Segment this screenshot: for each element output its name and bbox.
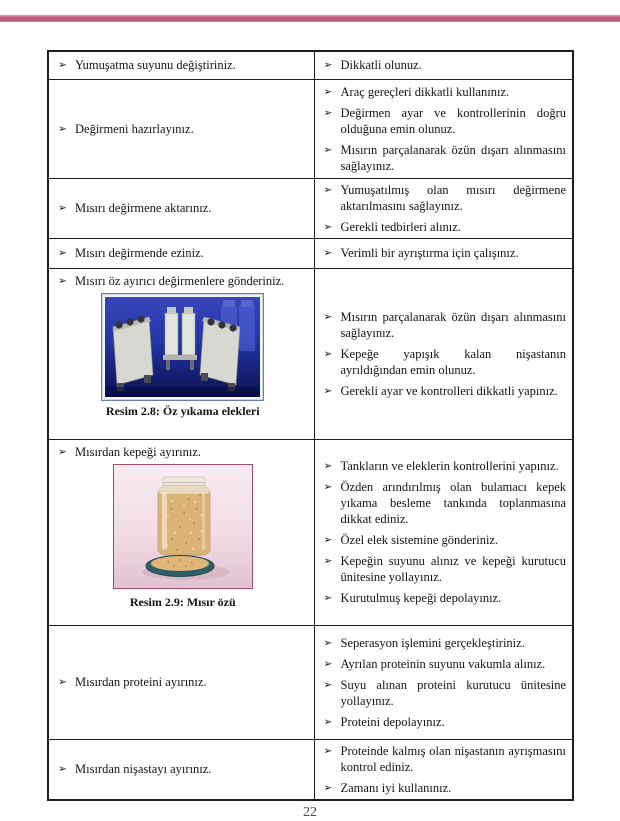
task-table-wrapper [47, 50, 574, 801]
item-text: Mısırı öz ayırıcı değirmenlere gönderiniz. [75, 273, 285, 288]
task-cell [48, 625, 314, 739]
checklist-item [58, 444, 308, 460]
arrow-bullet-icon: ➢ [323, 481, 333, 493]
arrow-bullet-icon: ➢ [58, 202, 67, 214]
arrow-bullet-icon: ➢ [323, 460, 333, 472]
checklist-item [324, 57, 567, 73]
item-text: Proteinde kalmış olan nişastanın ayrışmasını kontrol ediniz. [340, 743, 566, 774]
photo-frame [101, 293, 264, 401]
notes-cell [314, 238, 573, 268]
item-text: Gerekli tedbirleri alınız. [340, 219, 461, 234]
table-row [48, 268, 573, 439]
checklist-item [324, 677, 567, 709]
notes-cell [314, 268, 573, 439]
arrow-bullet-icon: ➢ [323, 636, 333, 649]
checklist-item [58, 273, 308, 289]
arrow-bullet-icon: ➢ [58, 676, 67, 688]
figure-germ-washing-screens [58, 293, 308, 419]
task-cell [48, 51, 314, 79]
dish-shape [146, 555, 214, 576]
right-machine-shape [200, 317, 240, 391]
table-row [48, 625, 573, 739]
arrow-bullet-icon: ➢ [58, 122, 67, 135]
checklist-item [324, 479, 567, 527]
arrow-bullet-icon: ➢ [323, 592, 333, 604]
checklist-item [324, 590, 567, 606]
checklist-item [324, 346, 567, 378]
checklist-item [58, 674, 308, 690]
corn-germ-jar-photo [114, 465, 252, 588]
task-cell [48, 178, 314, 238]
item-text: Mısırın parçalanarak özün dışarı alınmasını sağlayınız. [340, 142, 566, 173]
checklist-item [324, 532, 567, 548]
checklist-item [324, 182, 567, 214]
notes-cell [314, 178, 573, 238]
checklist-item [324, 780, 567, 796]
figure-caption: Resim 2.8: Öz yıkama elekleri [105, 403, 260, 418]
item-text: Mısırdan nişastayı ayırınız. [75, 762, 212, 776]
arrow-bullet-icon: ➢ [323, 744, 333, 757]
item-text: Kurutulmuş kepeği depolayınız. [340, 591, 502, 605]
task-cell [48, 268, 314, 439]
checklist-item [324, 142, 567, 174]
arrow-bullet-icon: ➢ [323, 106, 333, 119]
item-text: Zamanı iyi kullanınız. [340, 780, 452, 795]
item-text: Gerekli ayar ve kontrolleri dikkatli yapınız. [340, 383, 558, 398]
notes-cell [314, 439, 573, 625]
checklist-item [324, 458, 567, 474]
item-text: Dikkatli olunuz. [340, 58, 422, 73]
checklist-item [58, 200, 308, 216]
checklist-item [324, 553, 567, 585]
arrow-bullet-icon: ➢ [323, 781, 333, 794]
task-cell [48, 739, 314, 800]
task-cell [48, 439, 314, 625]
table-row [48, 79, 573, 178]
arrow-bullet-icon: ➢ [323, 220, 333, 233]
table-row [48, 238, 573, 268]
task-cell [48, 79, 314, 178]
jar-shape [158, 477, 210, 555]
arrow-bullet-icon: ➢ [323, 384, 333, 397]
arrow-bullet-icon: ➢ [323, 247, 333, 259]
checklist-item [324, 635, 567, 651]
checklist-item [324, 743, 567, 775]
item-text: Seperasyon işlemini gerçekleştiriniz. [340, 635, 525, 650]
notes-cell [314, 79, 573, 178]
task-cell [48, 238, 314, 268]
item-text: Suyu alınan proteini kurutucu ünitesine yollayınız. [340, 677, 566, 708]
checklist-item [324, 656, 567, 672]
item-text: Araç gereçleri dikkatli kullanınız. [340, 84, 510, 99]
item-text: Değirmen ayar ve kontrollerinin doğru olduğuna emin olunuz. [340, 105, 566, 136]
germ-washing-screens-photo [105, 297, 260, 397]
item-text: Değirmeni hazırlayınız. [75, 121, 194, 136]
task-table [47, 50, 574, 801]
item-text: Özel elek sistemine gönderiniz. [340, 533, 499, 547]
top-accent-bar [0, 15, 620, 22]
item-text: Yumuşatma suyunu değiştiriniz. [75, 58, 236, 73]
checklist-item [324, 714, 567, 730]
arrow-bullet-icon: ➢ [323, 347, 333, 360]
arrow-bullet-icon: ➢ [58, 59, 67, 72]
item-text: Tankların ve eleklerin kontrollerini yapınız. [340, 459, 559, 473]
left-machine-shape [113, 315, 153, 391]
arrow-bullet-icon: ➢ [323, 310, 333, 323]
notes-cell [314, 625, 573, 739]
item-text: Mısırdan kepeği ayırınız. [75, 444, 202, 459]
item-text: Kepeğin suyunu alınız ve kepeği kurutucu ünitesine yollayınız. [340, 554, 566, 584]
item-text: Yumuşatılmış olan mısırı değirmene aktarılmasını sağlayınız. [340, 182, 566, 213]
arrow-bullet-icon: ➢ [323, 143, 333, 156]
arrow-bullet-icon: ➢ [323, 715, 333, 728]
item-text: Mısırdan proteini ayırınız. [75, 675, 207, 689]
table-row [48, 439, 573, 625]
figure-corn-germ-jar [58, 464, 308, 610]
arrow-bullet-icon: ➢ [323, 85, 333, 98]
checklist-item [324, 84, 567, 100]
arrow-bullet-icon: ➢ [58, 247, 67, 259]
table-row [48, 51, 573, 79]
item-text: Mısırın parçalanarak özün dışarı alınmasını sağlayınız. [340, 309, 566, 340]
checklist-item [58, 245, 308, 261]
notes-cell [314, 51, 573, 79]
checklist-item [324, 219, 567, 235]
item-text: Proteini depolayınız. [340, 714, 445, 729]
arrow-bullet-icon: ➢ [58, 445, 67, 458]
item-text: Kepeğe yapışık kalan nişastanın ayrıldığından emin olunuz. [340, 346, 566, 377]
checklist-item [324, 383, 567, 399]
checklist-item [324, 105, 567, 137]
photo-frame [113, 464, 253, 589]
checklist-item [58, 761, 308, 777]
figure-caption: Resim 2.9: Mısır özü [129, 594, 236, 609]
arrow-bullet-icon: ➢ [323, 657, 333, 670]
item-text: Özden arındırılmış olan bulamacı kepek yıkama besleme tankında toplanmasına dikkat ediniz. [340, 480, 566, 526]
notes-cell [314, 739, 573, 800]
checklist-item [324, 245, 567, 261]
arrow-bullet-icon: ➢ [323, 59, 333, 72]
item-text: Mısırı değirmene aktarınız. [75, 201, 212, 215]
item-text: Mısırı değirmende eziniz. [75, 246, 204, 260]
checklist-item [58, 57, 308, 73]
table-row [48, 739, 573, 800]
arrow-bullet-icon: ➢ [323, 555, 333, 567]
checklist-item [58, 121, 308, 137]
page-number: 22 [303, 805, 317, 820]
arrow-bullet-icon: ➢ [58, 274, 67, 287]
item-text: Ayrılan proteinin suyunu vakumla alınız. [340, 656, 546, 671]
checklist-item [324, 309, 567, 341]
item-text: Verimli bir ayrıştırma için çalışınız. [340, 246, 519, 260]
arrow-bullet-icon: ➢ [323, 678, 333, 691]
arrow-bullet-icon: ➢ [323, 534, 333, 546]
arrow-bullet-icon: ➢ [323, 183, 333, 196]
arrow-bullet-icon: ➢ [58, 763, 67, 775]
table-row [48, 178, 573, 238]
